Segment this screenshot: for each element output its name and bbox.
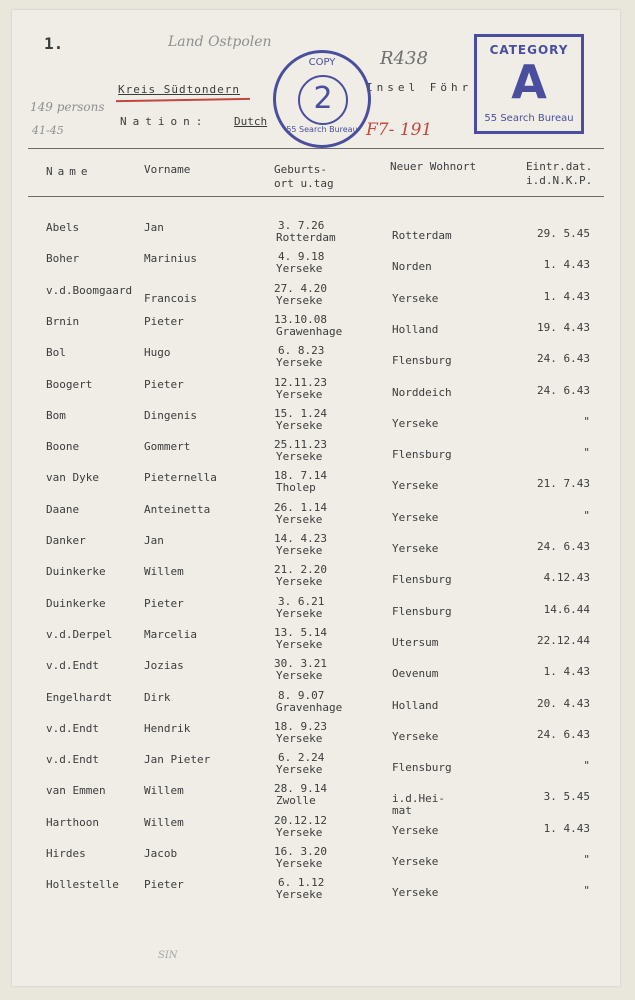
cell-entry-date: 20. 4.43: [537, 697, 590, 710]
cell-birth-place: Yerseke: [276, 732, 323, 745]
cell-birth-place: Yerseke: [276, 638, 323, 651]
cell-name: Hirdes: [46, 847, 86, 860]
cell-new-residence: i.d.Hei-: [392, 792, 445, 805]
cell-name: v.d.Endt: [46, 753, 99, 766]
cell-birth-place: Yerseke: [276, 356, 323, 369]
cell-entry-date: 22.12.44: [537, 634, 590, 647]
cell-birth-place: Yerseke: [276, 262, 323, 275]
cell-new-residence: Yerseke: [392, 479, 439, 492]
handwritten-ref: R438: [380, 48, 428, 69]
category-stamp-letter: A: [511, 55, 547, 109]
cell-name: Brnin: [46, 315, 80, 328]
cell-entry-date: 24. 6.43: [537, 540, 590, 553]
cell-birth-place: Yerseke: [276, 294, 323, 307]
cell-new-residence: Flensburg: [392, 354, 452, 367]
category-stamp-bureau: 55 Search Bureau: [484, 113, 574, 124]
cell-vorname: Dingenis: [144, 409, 197, 422]
cell-new-residence: Yerseke: [392, 886, 439, 899]
pencil-note-bottom: SIN: [158, 950, 178, 961]
cell-birth-place: Yerseke: [276, 888, 323, 901]
cell-entry-date: 19. 4.43: [537, 321, 590, 334]
cell-birth-date: 6. 1.12: [278, 876, 325, 889]
cell-vorname: Anteinetta: [144, 503, 211, 516]
cell-birth-date: 3. 6.21: [278, 595, 325, 608]
cell-birth-place: Yerseke: [276, 575, 323, 588]
cell-entry-date: 24. 6.43: [537, 728, 590, 741]
cell-vorname: Jan Pieter: [144, 753, 211, 766]
cell-birth-date: 28. 9.14: [274, 782, 327, 795]
cell-name: Engelhardt: [46, 691, 113, 704]
cell-birth-date: 4. 9.18: [278, 250, 325, 263]
cell-birth-place: Yerseke: [276, 826, 323, 839]
cell-vorname: Pieter: [144, 597, 184, 610]
nation-value: Dutch: [234, 115, 268, 128]
cell-name: Abels: [46, 221, 80, 234]
cell-vorname: Pieter: [144, 878, 184, 891]
cell-new-residence: Norddeich: [392, 386, 452, 399]
cell-entry-date: 1. 4.43: [543, 822, 590, 835]
copy-stamp-inner-ring: [298, 75, 348, 125]
copy-stamp-label: COPY: [308, 57, 336, 68]
cell-birth-place: Yerseke: [276, 544, 323, 557]
column-header-geburt-2: ort u.tag: [274, 177, 334, 190]
cell-new-residence: Holland: [392, 323, 439, 336]
cell-new-residence: Flensburg: [392, 448, 452, 461]
cell-vorname: Pieter: [144, 378, 184, 391]
cell-name: v.d.Endt: [46, 722, 99, 735]
cell-vorname: Marcelia: [144, 628, 197, 641]
category-stamp-label: CATEGORY: [489, 43, 569, 57]
red-ref: F7- 191: [366, 120, 433, 140]
cell-name: Daane: [46, 503, 80, 516]
cell-new-residence: Yerseke: [392, 511, 439, 524]
cell-entry-date: ": [583, 884, 590, 897]
cell-entry-date: 29. 5.45: [537, 227, 590, 240]
column-header-eintr-1: Eintr.dat.: [526, 160, 593, 173]
cell-birth-place: Yerseke: [276, 763, 323, 776]
nation-label: Nation:: [120, 115, 209, 128]
cell-entry-date: 1. 4.43: [543, 290, 590, 303]
cell-entry-date: 14.6.44: [543, 603, 590, 616]
corner-mark: 1.: [44, 34, 64, 53]
cell-name: van Emmen: [46, 784, 106, 797]
cell-name: Duinkerke: [46, 597, 106, 610]
cell-birth-place: Yerseke: [276, 607, 323, 620]
cell-new-residence: Rotterdam: [392, 229, 452, 242]
cell-new-residence: Oevenum: [392, 667, 439, 680]
column-header-wohnort: Neuer Wohnort: [390, 160, 477, 173]
cell-new-residence-cont: mat: [392, 804, 412, 817]
header-rule-bottom: [28, 196, 604, 197]
cell-birth-date: 8. 9.07: [278, 689, 325, 702]
cell-new-residence: Utersum: [392, 636, 439, 649]
document-page: [12, 10, 620, 986]
cell-new-residence: Flensburg: [392, 761, 452, 774]
cell-name: v.d.Derpel: [46, 628, 113, 641]
cell-new-residence: Flensburg: [392, 605, 452, 618]
cell-name: Boher: [46, 252, 80, 265]
copy-stamp-number: 2: [313, 81, 333, 116]
column-header-name: Name: [46, 165, 93, 178]
cell-new-residence: Holland: [392, 699, 439, 712]
cell-vorname: Willem: [144, 565, 184, 578]
copy-stamp-bureau: 55 Search Bureau: [286, 125, 358, 134]
header-rule-top: [28, 148, 604, 149]
cell-vorname: Pieternella: [144, 471, 217, 484]
insel-label: Insel Föhr: [366, 81, 473, 94]
cell-new-residence: Yerseke: [392, 730, 439, 743]
cell-name: van Dyke: [46, 471, 99, 484]
cell-birth-date: 3. 7.26: [278, 219, 325, 232]
cell-birth-place: Gravenhage: [276, 701, 343, 714]
cell-birth-date: 6. 2.24: [278, 751, 325, 764]
cell-vorname: Hugo: [144, 346, 171, 359]
cell-entry-date: 1. 4.43: [543, 258, 590, 271]
cell-vorname: Willem: [144, 816, 184, 829]
cell-entry-date: ": [583, 853, 590, 866]
copy-stamp: [273, 50, 371, 148]
column-header-eintr-2: i.d.N.K.P.: [526, 174, 593, 187]
cell-vorname: Jan: [144, 221, 164, 234]
cell-birth-place: Yerseke: [276, 513, 323, 526]
cell-entry-date: 1. 4.43: [543, 665, 590, 678]
cell-birth-date: 16. 3.20: [274, 845, 327, 858]
cell-birth-date: 18. 7.14: [274, 469, 327, 482]
cell-entry-date: 4.12.43: [543, 571, 590, 584]
cell-birth-date: 26. 1.14: [274, 501, 327, 514]
cell-entry-date: ": [583, 509, 590, 522]
cell-birth-place: Rotterdam: [276, 231, 336, 244]
cell-vorname: Hendrik: [144, 722, 191, 735]
cell-entry-date: 24. 6.43: [537, 352, 590, 365]
cell-entry-date: ": [583, 415, 590, 428]
category-stamp: [474, 34, 584, 134]
cell-name: Danker: [46, 534, 86, 547]
cell-birth-place: Yerseke: [276, 669, 323, 682]
cell-entry-date: ": [583, 759, 590, 772]
cell-vorname: Jozias: [144, 659, 184, 672]
cell-name: v.d.Boomgaard: [46, 284, 133, 297]
cell-name: Boogert: [46, 378, 93, 391]
cell-vorname: Dirk: [144, 691, 171, 704]
cell-name: v.d.Endt: [46, 659, 99, 672]
cell-entry-date: 3. 5.45: [543, 790, 590, 803]
pencil-note-top: Land Ostpolen: [168, 34, 272, 50]
cell-birth-date: 6. 8.23: [278, 344, 325, 357]
cell-name: Duinkerke: [46, 565, 106, 578]
cell-vorname: Willem: [144, 784, 184, 797]
cell-name: Hollestelle: [46, 878, 119, 891]
cell-birth-date: 14. 4.23: [274, 532, 327, 545]
cell-name: Boone: [46, 440, 80, 453]
cell-vorname: Jacob: [144, 847, 178, 860]
column-header-vorname: Vorname: [144, 163, 191, 176]
cell-vorname: Gommert: [144, 440, 191, 453]
cell-entry-date: 24. 6.43: [537, 384, 590, 397]
cell-birth-place: Tholep: [276, 481, 316, 494]
cell-birth-date: 13. 5.14: [274, 626, 327, 639]
cell-birth-place: Yerseke: [276, 419, 323, 432]
cell-birth-date: 12.11.23: [274, 376, 327, 389]
cell-new-residence: Yerseke: [392, 855, 439, 868]
cell-entry-date: 21. 7.43: [537, 477, 590, 490]
cell-new-residence: Yerseke: [392, 824, 439, 837]
cell-vorname: Pieter: [144, 315, 184, 328]
column-header-geburt-1: Geburts-: [274, 163, 327, 176]
cell-name: Bol: [46, 346, 66, 359]
cell-birth-place: Yerseke: [276, 388, 323, 401]
cell-name: Bom: [46, 409, 66, 422]
cell-vorname: Jan: [144, 534, 164, 547]
cell-birth-date: 15. 1.24: [274, 407, 327, 420]
cell-birth-date: 20.12.12: [274, 814, 327, 827]
pencil-note-persons: 149 persons: [30, 100, 105, 114]
cell-entry-date: ": [583, 446, 590, 459]
cell-birth-date: 18. 9.23: [274, 720, 327, 733]
cell-new-residence: Yerseke: [392, 542, 439, 555]
cell-name: Harthoon: [46, 816, 99, 829]
cell-vorname: Marinius: [144, 252, 197, 265]
cell-birth-place: Grawenhage: [276, 325, 343, 338]
cell-new-residence: Flensburg: [392, 573, 452, 586]
cell-new-residence: Norden: [392, 260, 432, 273]
cell-birth-date: 13.10.08: [274, 313, 327, 326]
cell-birth-place: Yerseke: [276, 450, 323, 463]
pencil-note-years: 41-45: [32, 124, 64, 137]
cell-birth-place: Zwolle: [276, 794, 316, 807]
cell-new-residence: Yerseke: [392, 417, 439, 430]
cell-vorname: Francois: [144, 292, 197, 305]
kreis-label: Kreis Südtondern: [118, 83, 240, 96]
cell-birth-place: Yerseke: [276, 857, 323, 870]
cell-birth-date: 25.11.23: [274, 438, 327, 451]
cell-birth-date: 21. 2.20: [274, 563, 327, 576]
cell-new-residence: Yerseke: [392, 292, 439, 305]
cell-birth-date: 30. 3.21: [274, 657, 327, 670]
cell-birth-date: 27. 4.20: [274, 282, 327, 295]
